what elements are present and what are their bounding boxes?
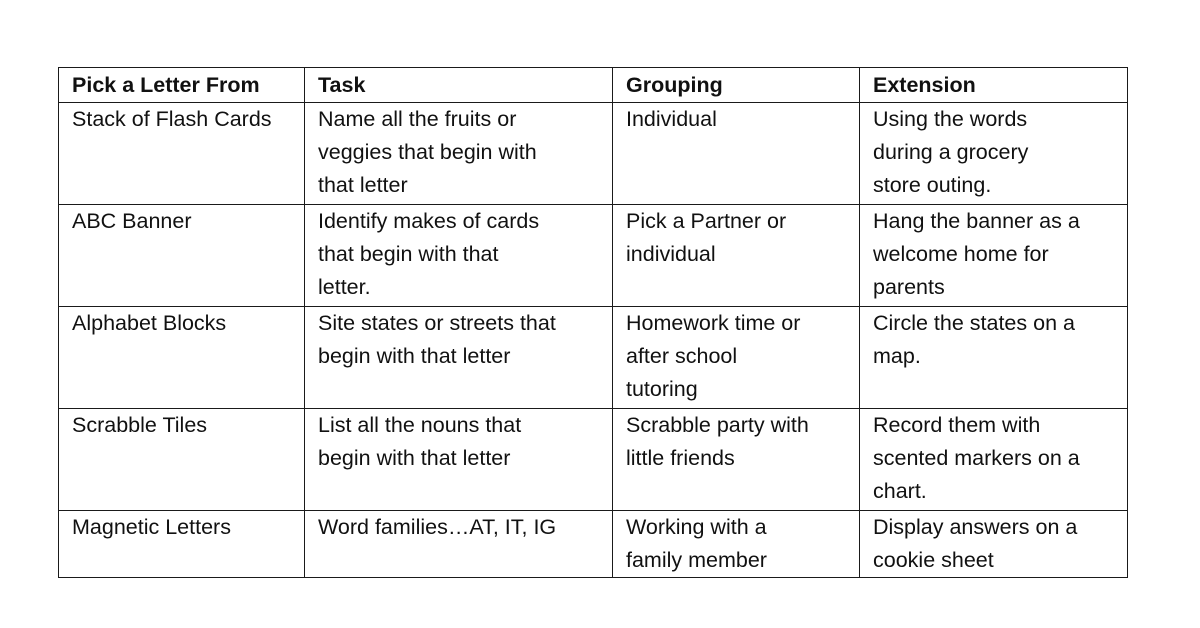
cell-grouping: Scrabble party with little friends [613,409,860,511]
cell-task: List all the nouns that begin with that letter [305,409,613,511]
cell-task: Site states or streets that begin with that letter [305,307,613,409]
cell-extension: Record them with scented markers on a chart. [860,409,1128,511]
cell-source: Stack of Flash Cards [59,103,305,205]
table-header-row [59,68,1128,103]
header-grouping: Grouping [613,68,860,103]
cell-grouping: Individual [613,103,860,205]
table-row [59,205,1128,307]
header-task: Task [305,68,613,103]
cell-task: Word families…AT, IT, IG [305,511,613,578]
cell-extension: Display answers on a cookie sheet [860,511,1128,578]
table-row [59,307,1128,409]
cell-extension: Hang the banner as a welcome home for parents [860,205,1128,307]
header-pick-a-letter-from: Pick a Letter From [59,68,305,103]
cell-source: Magnetic Letters [59,511,305,578]
activity-table [58,67,1128,578]
cell-source: Alphabet Blocks [59,307,305,409]
cell-source: ABC Banner [59,205,305,307]
cell-grouping: Homework time or after school tutoring [613,307,860,409]
header-extension: Extension [860,68,1128,103]
cell-task: Identify makes of cards that begin with that letter. [305,205,613,307]
cell-extension: Using the words during a grocery store outing. [860,103,1128,205]
cell-extension: Circle the states on a map. [860,307,1128,409]
cell-grouping: Working with a family member [613,511,860,578]
table-row [59,409,1128,511]
table-row [59,511,1128,578]
table-row [59,103,1128,205]
cell-grouping: Pick a Partner or individual [613,205,860,307]
cell-source: Scrabble Tiles [59,409,305,511]
cell-task: Name all the fruits or veggies that begin with that letter [305,103,613,205]
